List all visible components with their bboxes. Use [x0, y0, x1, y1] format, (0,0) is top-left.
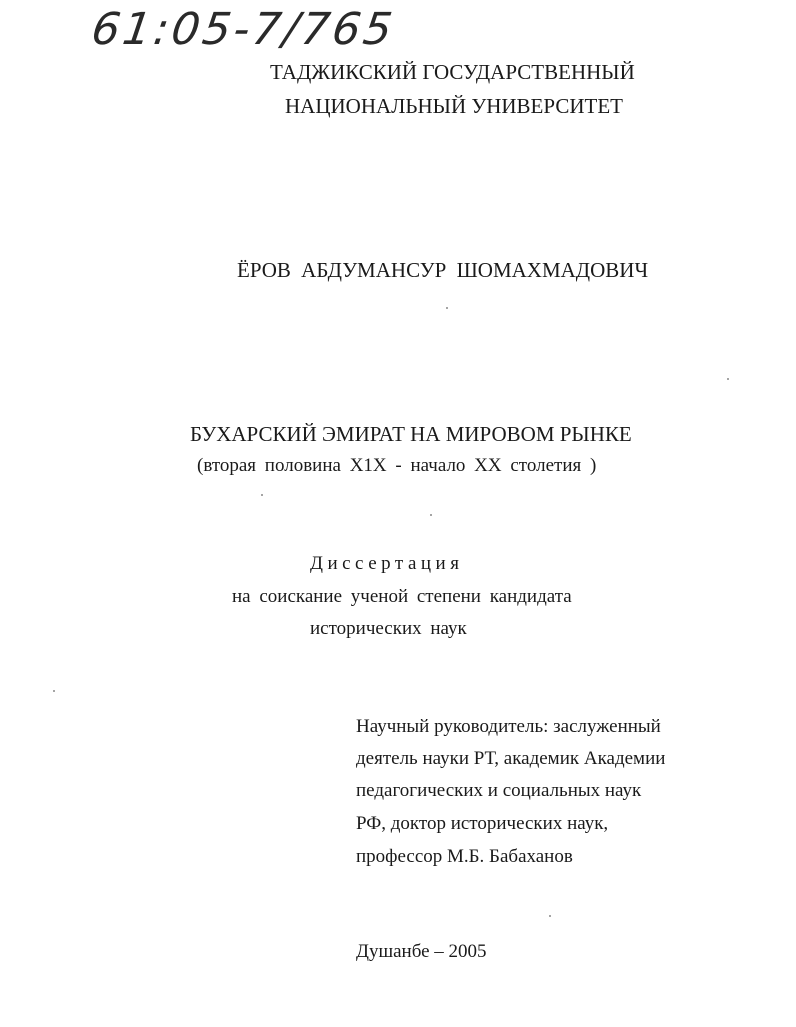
supervisor-line: Научный руководитель: заслуженный — [356, 716, 661, 737]
scan-speck — [53, 690, 55, 692]
scan-speck — [549, 915, 551, 917]
place-and-year: Душанбе – 2005 — [356, 941, 487, 962]
handwritten-archive-code: 61:05-7/765 — [88, 4, 399, 55]
supervisor-line: деятель науки РТ, академик Академии — [356, 748, 666, 769]
university-name-line-1: ТАДЖИКСКИЙ ГОСУДАРСТВЕННЫЙ — [270, 60, 635, 84]
degree-line-1: на соискание ученой степени кандидата — [232, 586, 572, 607]
university-name-line-2: НАЦИОНАЛЬНЫЙ УНИВЕРСИТЕТ — [285, 94, 623, 118]
degree-line-2: исторических наук — [310, 618, 467, 639]
scan-speck — [261, 494, 263, 496]
dissertation-label: Диссертация — [310, 553, 464, 574]
dissertation-title: БУХАРСКИЙ ЭМИРАТ НА МИРОВОМ РЫНКЕ — [190, 422, 632, 446]
supervisor-line: РФ, доктор исторических наук, — [356, 813, 609, 834]
supervisor-line: педагогических и социальных наук — [356, 780, 642, 801]
scan-speck — [446, 307, 448, 309]
scan-speck — [430, 514, 432, 516]
scan-speck — [727, 378, 729, 380]
dissertation-subtitle: (вторая половина Х1Х - начало ХХ столетия ) — [197, 455, 597, 476]
author-name: ЁРОВ АБДУМАНСУР ШОМАХМАДОВИЧ — [237, 258, 649, 282]
supervisor-line: профессор М.Б. Бабаханов — [356, 846, 573, 867]
